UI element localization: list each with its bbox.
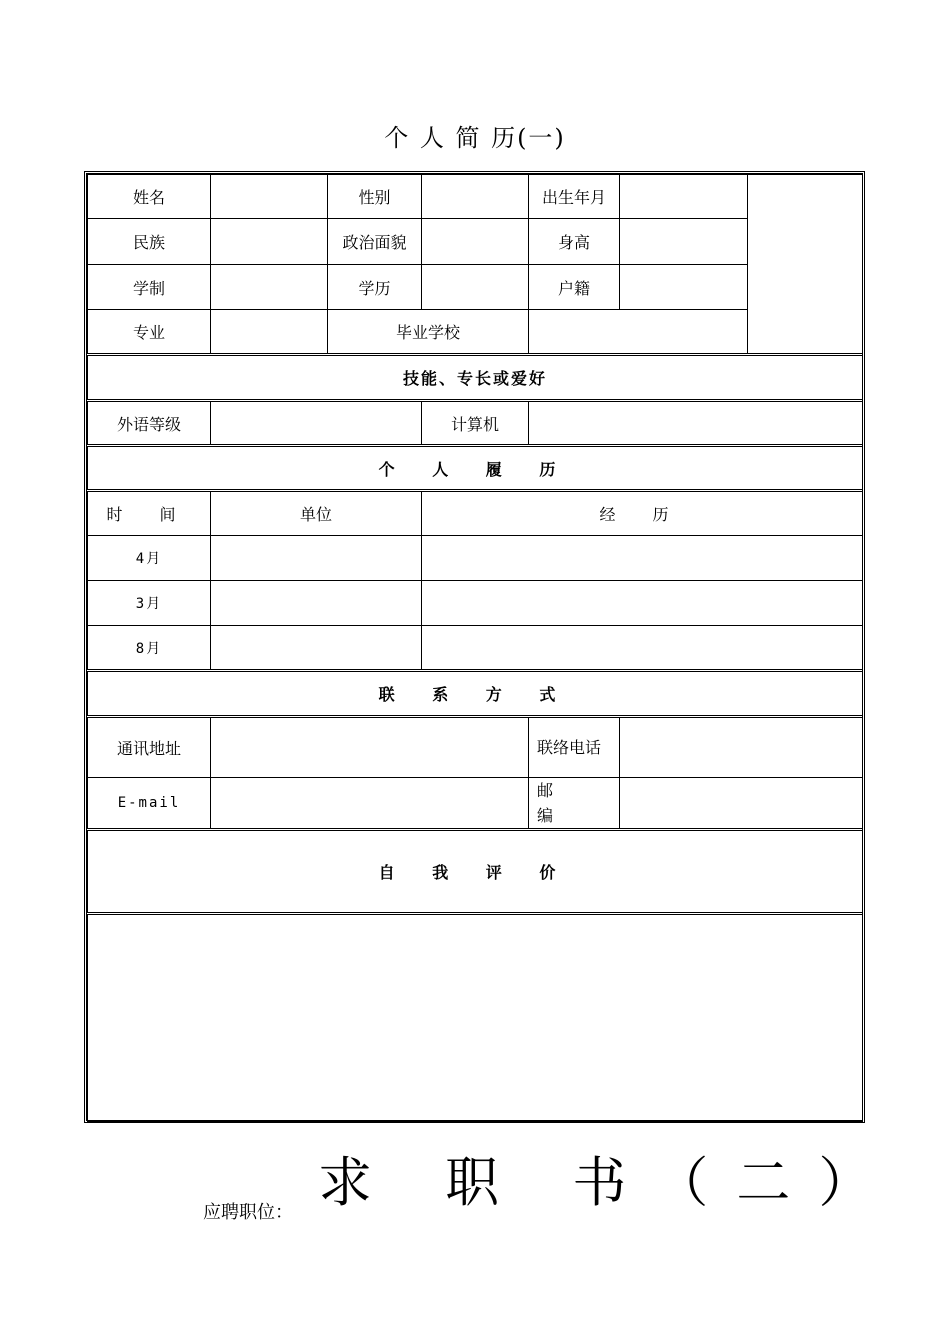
history-row-experience[interactable] xyxy=(422,536,863,581)
contact-heading xyxy=(88,671,863,717)
schooling-label: 学制 xyxy=(88,265,211,310)
education-field[interactable] xyxy=(422,265,529,310)
email-label: E-mail xyxy=(88,778,211,830)
history-row-unit[interactable] xyxy=(211,581,422,626)
skills-heading: 技能、专长或爱好 xyxy=(88,355,863,401)
ethnicity-field[interactable] xyxy=(211,219,328,265)
history-row-time: 3月 xyxy=(88,581,211,626)
birth-label: 出生年月 xyxy=(529,175,620,219)
postcode-label xyxy=(529,778,620,830)
apply-position-label: 应聘职位： xyxy=(203,1202,293,1223)
photo-area xyxy=(748,175,863,355)
history-heading-text: 个 人 履 历 xyxy=(378,459,572,479)
household-field[interactable] xyxy=(620,265,748,310)
history-row-experience[interactable] xyxy=(422,626,863,671)
computer-field[interactable] xyxy=(529,401,863,446)
address-label: 通讯地址 xyxy=(88,717,211,778)
evaluation-field[interactable] xyxy=(88,914,863,1122)
political-field[interactable] xyxy=(422,219,529,265)
history-col-time-text: 时 间 xyxy=(106,505,192,524)
page-title: 个 人 简 历(一) xyxy=(384,124,566,152)
email-field[interactable] xyxy=(211,778,529,830)
phone-field[interactable] xyxy=(620,717,863,778)
history-row-experience[interactable] xyxy=(422,581,863,626)
history-row-time: 4月 xyxy=(88,536,211,581)
schooling-field[interactable] xyxy=(211,265,328,310)
history-col-experience xyxy=(422,491,863,536)
political-label: 政治面貌 xyxy=(328,219,422,265)
major-label: 专业 xyxy=(88,310,211,355)
school-label: 毕业学校 xyxy=(328,310,529,355)
name-label: 姓名 xyxy=(88,175,211,219)
gender-label: 性别 xyxy=(328,175,422,219)
cover-letter-title: 求 职 书（二） xyxy=(318,1151,901,1214)
postcode-label-text: 邮编 xyxy=(537,781,554,825)
history-col-unit: 单位 xyxy=(211,491,422,536)
language-field[interactable] xyxy=(211,401,422,446)
address-field[interactable] xyxy=(211,717,529,778)
language-label: 外语等级 xyxy=(88,401,211,446)
height-label: 身高 xyxy=(529,219,620,265)
history-row-unit[interactable] xyxy=(211,536,422,581)
height-field[interactable] xyxy=(620,219,748,265)
history-row-time: 8月 xyxy=(88,626,211,671)
household-label: 户籍 xyxy=(529,265,620,310)
resume-table xyxy=(87,174,863,1122)
postcode-field[interactable] xyxy=(620,778,863,830)
phone-label: 联络电话 xyxy=(529,717,620,778)
ethnicity-label: 民族 xyxy=(88,219,211,265)
evaluation-heading xyxy=(88,830,863,914)
birth-field[interactable] xyxy=(620,175,748,219)
history-col-experience-text: 经 历 xyxy=(599,505,685,524)
history-row-unit[interactable] xyxy=(211,626,422,671)
major-field[interactable] xyxy=(211,310,328,355)
computer-label: 计算机 xyxy=(422,401,529,446)
contact-heading-text: 联 系 方 式 xyxy=(378,685,572,704)
school-field[interactable] xyxy=(529,310,748,355)
history-col-time xyxy=(88,491,211,536)
history-heading xyxy=(88,446,863,491)
gender-field[interactable] xyxy=(422,175,529,219)
name-field[interactable] xyxy=(211,175,328,219)
evaluation-heading-text: 自 我 评 价 xyxy=(378,863,572,882)
education-label: 学历 xyxy=(328,265,422,310)
